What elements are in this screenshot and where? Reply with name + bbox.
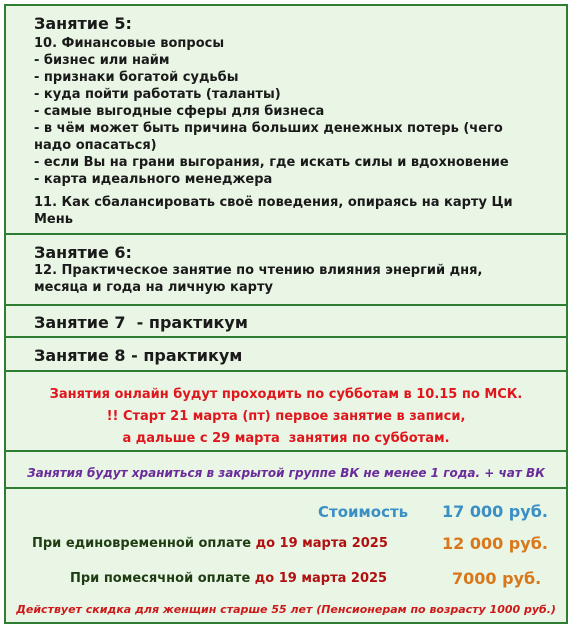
monthly-payment-label: При помесячной оплате	[70, 571, 255, 586]
list-item: - карта идеального менеджера	[34, 172, 273, 187]
lesson-7-title: Занятие 7 - практикум	[34, 313, 248, 332]
list-item: - признаки богатой судьбы	[34, 70, 239, 85]
storage-note: Занятия будут храниться в закрытой группе ВК не менее 1 года. + чат ВК	[27, 466, 545, 480]
schedule-line3: а дальше с 29 марта занятия по субботам.	[122, 431, 450, 446]
schedule-section	[6, 372, 566, 452]
cost-value: 17 000 руб.	[442, 502, 548, 521]
list-item: - бизнес или найм	[34, 53, 170, 68]
cost-label: Стоимость	[318, 503, 409, 521]
list-item: - куда пойти работать (таланты)	[34, 87, 281, 102]
one-time-payment-value: 12 000 руб.	[442, 534, 548, 553]
lesson-6-line2: месяца и года на личную карту	[34, 280, 273, 295]
lesson-5-title: Занятие 5:	[34, 14, 132, 33]
course-program-card	[4, 4, 568, 624]
list-item: - самые выгодные сферы для бизнеса	[34, 104, 325, 119]
list-item: - в чём может быть причина больших денежных потерь (чего	[34, 121, 503, 136]
lesson-6-title: Занятие 6:	[34, 243, 132, 262]
monthly-payment-row	[70, 571, 387, 586]
pricing-section	[6, 489, 566, 622]
storage-section	[6, 452, 566, 489]
monthly-payment-deadline: до 19 марта 2025	[254, 571, 388, 586]
one-time-payment-label: При единовременной оплате	[32, 536, 256, 551]
schedule-line2: !! Старт 21 марта (пт) первое занятие в записи,	[106, 409, 466, 424]
lesson-8-section	[6, 338, 566, 372]
one-time-payment-deadline: до 19 марта 2025	[255, 536, 388, 551]
lesson-6-section	[6, 235, 566, 306]
list-item: - если Вы на грани выгорания, где искать силы и вдохновение	[34, 155, 509, 170]
lesson-5-intro: 10. Финансовые вопросы	[34, 36, 225, 51]
lesson-8-title: Занятие 8 - практикум	[34, 346, 243, 365]
lesson-5-item-11-line1: 11. Как сбалансировать своё поведения, опираясь на карту Ци	[34, 195, 513, 210]
lesson-5-item-11-line2: Мень	[34, 212, 73, 227]
list-item: надо опасаться)	[34, 138, 157, 153]
lesson-6-line1: 12. Практическое занятие по чтению влияния энергий дня,	[34, 263, 483, 278]
lesson-7-section	[6, 306, 566, 338]
monthly-payment-value: 7000 руб.	[452, 569, 542, 588]
lesson-5-section	[6, 6, 566, 235]
lesson-5-items	[34, 52, 566, 188]
one-time-payment-row	[32, 536, 388, 551]
discount-note: Действует скидка для женщин старше 55 лет (Пенсионерам по возрасту 1000 руб.)	[16, 603, 556, 616]
schedule-line1: Занятия онлайн будут проходить по субботам в 10.15 по МСК.	[49, 387, 523, 402]
